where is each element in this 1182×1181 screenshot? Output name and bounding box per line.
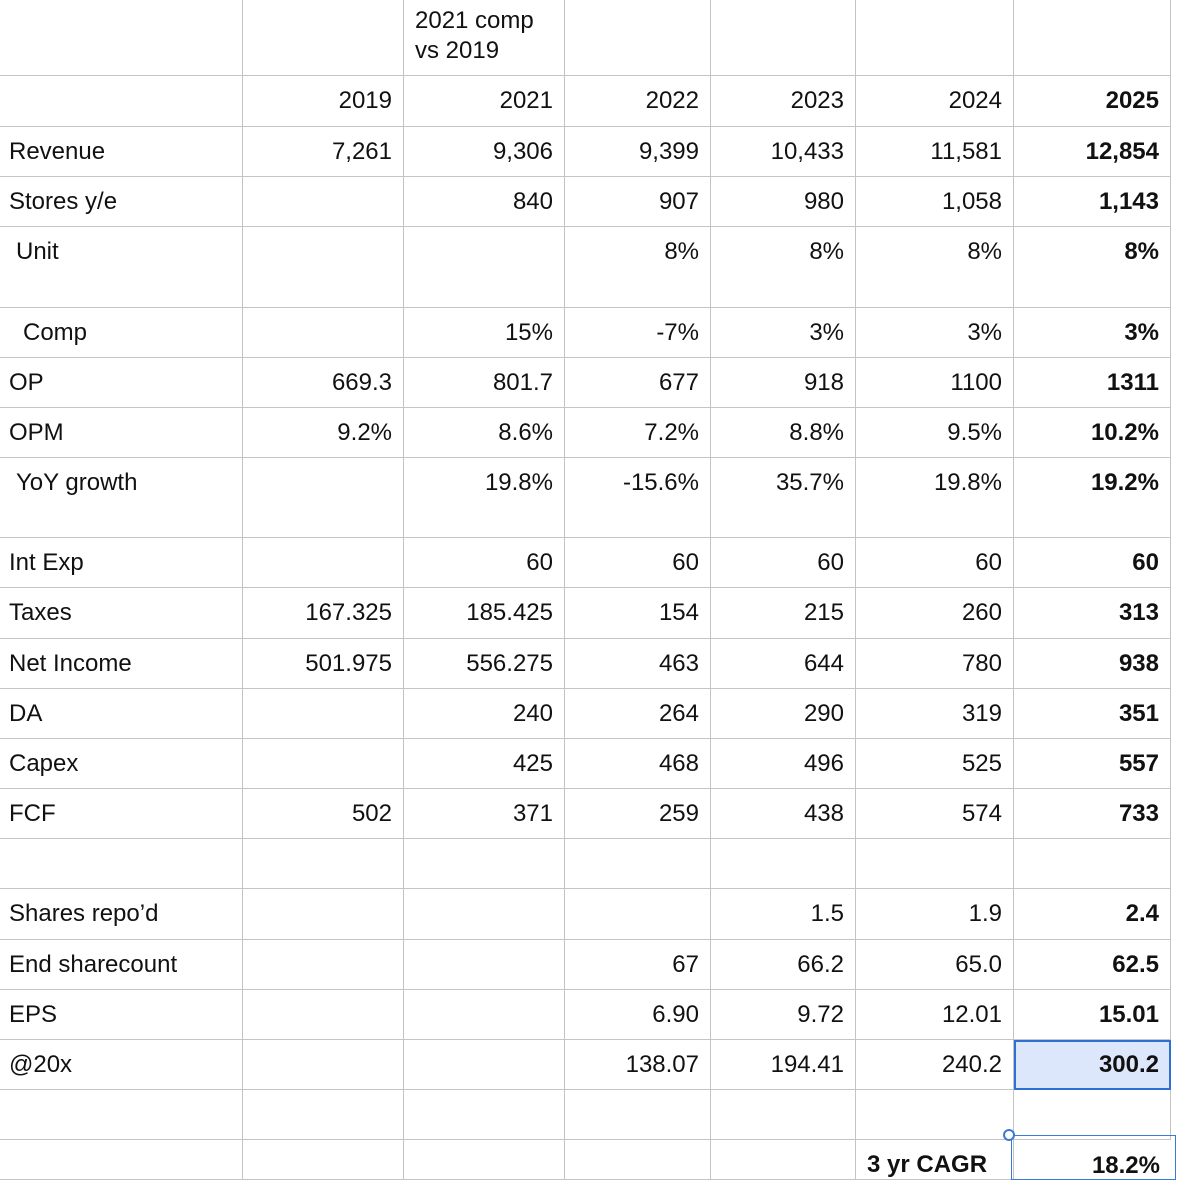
value-cell[interactable]: 60 (856, 538, 1014, 588)
value-cell[interactable]: 371 (404, 789, 565, 839)
row-label[interactable]: Net Income (0, 639, 243, 689)
value-cell[interactable] (243, 990, 404, 1040)
empty-cell[interactable] (404, 1090, 565, 1140)
empty-cell[interactable] (404, 1140, 565, 1180)
value-cell[interactable]: 351 (1014, 689, 1171, 739)
row-label[interactable]: End sharecount (0, 940, 243, 990)
value-cell[interactable]: 677 (565, 358, 711, 408)
value-cell[interactable]: 35.7% (711, 458, 856, 538)
value-cell[interactable]: 9.2% (243, 408, 404, 458)
value-cell[interactable]: 1311 (1014, 358, 1171, 408)
value-cell[interactable]: 10.2% (1014, 408, 1171, 458)
cagr-value-cell[interactable]: 18.2% (1011, 1135, 1176, 1180)
value-cell[interactable] (404, 990, 565, 1040)
value-cell[interactable] (243, 458, 404, 538)
value-cell[interactable]: 194.41 (711, 1040, 856, 1090)
value-cell[interactable]: 574 (856, 789, 1014, 839)
empty-cell[interactable] (404, 839, 565, 889)
value-cell[interactable]: 2.4 (1014, 889, 1171, 940)
empty-cell[interactable] (243, 1140, 404, 1180)
value-cell[interactable]: 9.5% (856, 408, 1014, 458)
value-cell[interactable]: 259 (565, 789, 711, 839)
row-label[interactable]: DA (0, 689, 243, 739)
value-cell[interactable]: 557 (1014, 739, 1171, 789)
value-cell[interactable]: 468 (565, 739, 711, 789)
value-cell[interactable] (243, 308, 404, 358)
value-cell[interactable]: 1,058 (856, 177, 1014, 227)
value-cell[interactable]: 264 (565, 689, 711, 739)
grid-right-edge (1171, 0, 1182, 1140)
row-label[interactable]: Comp (0, 308, 243, 358)
selection-resize-handle[interactable] (1003, 1129, 1015, 1141)
selected-cell[interactable]: 300.2 (1014, 1040, 1171, 1090)
value-cell[interactable]: 8% (711, 227, 856, 308)
value-cell[interactable]: 918 (711, 358, 856, 408)
row-label[interactable]: Int Exp (0, 538, 243, 588)
value-cell[interactable]: 496 (711, 739, 856, 789)
empty-cell[interactable] (856, 839, 1014, 889)
row-label[interactable]: YoY growth (0, 458, 243, 538)
row-label[interactable]: Unit (0, 227, 243, 308)
year-header-2021[interactable]: 2021 (404, 76, 565, 127)
value-cell[interactable]: 260 (856, 588, 1014, 639)
value-cell[interactable]: 62.5 (1014, 940, 1171, 990)
row-label[interactable]: OP (0, 358, 243, 408)
value-cell[interactable]: 19.2% (1014, 458, 1171, 538)
value-cell[interactable]: 240 (404, 689, 565, 739)
row-label[interactable]: FCF (0, 789, 243, 839)
value-cell[interactable]: 1.5 (711, 889, 856, 940)
value-cell[interactable]: 7.2% (565, 408, 711, 458)
row-label[interactable]: EPS (0, 990, 243, 1040)
value-cell[interactable]: 290 (711, 689, 856, 739)
value-cell[interactable]: 60 (1014, 538, 1171, 588)
value-cell[interactable]: 8% (1014, 227, 1171, 308)
value-cell[interactable] (243, 739, 404, 789)
value-cell[interactable]: 66.2 (711, 940, 856, 990)
empty-cell[interactable] (856, 1090, 1014, 1140)
value-cell[interactable]: 185.425 (404, 588, 565, 639)
empty-cell[interactable] (0, 839, 243, 889)
year-header-2025[interactable]: 2025 (1014, 76, 1171, 127)
value-cell[interactable]: 801.7 (404, 358, 565, 408)
value-cell[interactable]: 10,433 (711, 127, 856, 177)
value-cell[interactable]: 6.90 (565, 990, 711, 1040)
row-label[interactable]: Taxes (0, 588, 243, 639)
cagr-label[interactable]: 3 yr CAGR (856, 1140, 1014, 1180)
value-cell[interactable]: -7% (565, 308, 711, 358)
value-cell[interactable] (243, 538, 404, 588)
value-cell[interactable] (243, 940, 404, 990)
empty-cell[interactable] (565, 1140, 711, 1180)
header-cell[interactable] (1014, 0, 1171, 76)
year-header-cell[interactable] (0, 76, 243, 127)
value-cell[interactable]: 154 (565, 588, 711, 639)
year-header-2019[interactable]: 2019 (243, 76, 404, 127)
value-cell[interactable]: 19.8% (404, 458, 565, 538)
value-cell[interactable]: 525 (856, 739, 1014, 789)
empty-cell[interactable] (243, 1090, 404, 1140)
value-cell[interactable] (243, 1040, 404, 1090)
value-cell[interactable]: 3% (1014, 308, 1171, 358)
value-cell[interactable]: 463 (565, 639, 711, 689)
value-cell[interactable]: 840 (404, 177, 565, 227)
value-cell[interactable] (243, 177, 404, 227)
empty-cell[interactable] (1014, 1090, 1171, 1140)
value-cell[interactable]: 167.325 (243, 588, 404, 639)
empty-cell[interactable] (711, 1140, 856, 1180)
value-cell[interactable]: 425 (404, 739, 565, 789)
value-cell[interactable]: 9,306 (404, 127, 565, 177)
value-cell[interactable]: 60 (565, 538, 711, 588)
value-cell[interactable]: 12.01 (856, 990, 1014, 1040)
year-header-2023[interactable]: 2023 (711, 76, 856, 127)
value-cell[interactable]: 11,581 (856, 127, 1014, 177)
value-cell[interactable]: 438 (711, 789, 856, 839)
value-cell[interactable]: 3% (856, 308, 1014, 358)
value-cell[interactable]: 15% (404, 308, 565, 358)
header-cell[interactable] (711, 0, 856, 76)
value-cell[interactable]: 67 (565, 940, 711, 990)
value-cell[interactable]: 65.0 (856, 940, 1014, 990)
value-cell[interactable]: 319 (856, 689, 1014, 739)
value-cell[interactable]: 3% (711, 308, 856, 358)
value-cell[interactable] (404, 940, 565, 990)
value-cell[interactable]: 907 (565, 177, 711, 227)
empty-cell[interactable] (0, 1090, 243, 1140)
value-cell[interactable]: 8% (565, 227, 711, 308)
value-cell[interactable]: 7,261 (243, 127, 404, 177)
value-cell[interactable]: 1.9 (856, 889, 1014, 940)
year-header-2024[interactable]: 2024 (856, 76, 1014, 127)
empty-cell[interactable] (565, 1090, 711, 1140)
row-label[interactable]: Shares repo’d (0, 889, 243, 940)
header-cell[interactable] (856, 0, 1014, 76)
value-cell[interactable] (404, 889, 565, 940)
value-cell[interactable]: 502 (243, 789, 404, 839)
value-cell[interactable]: 15.01 (1014, 990, 1171, 1040)
value-cell[interactable]: 501.975 (243, 639, 404, 689)
year-header-2022[interactable]: 2022 (565, 76, 711, 127)
value-cell[interactable] (404, 1040, 565, 1090)
empty-cell[interactable] (711, 839, 856, 889)
value-cell[interactable]: 9,399 (565, 127, 711, 177)
value-cell[interactable]: 556.275 (404, 639, 565, 689)
value-cell[interactable]: 8.8% (711, 408, 856, 458)
header-cell[interactable] (0, 0, 243, 76)
value-cell[interactable] (404, 227, 565, 308)
value-cell[interactable]: -15.6% (565, 458, 711, 538)
row-label[interactable]: Stores y/e (0, 177, 243, 227)
value-cell[interactable] (243, 689, 404, 739)
header-note-cell[interactable]: 2021 comp vs 2019 (404, 0, 565, 76)
value-cell[interactable]: 669.3 (243, 358, 404, 408)
header-cell[interactable] (565, 0, 711, 76)
empty-cell[interactable] (1014, 839, 1171, 889)
value-cell[interactable]: 60 (711, 538, 856, 588)
value-cell[interactable] (243, 227, 404, 308)
value-cell[interactable]: 644 (711, 639, 856, 689)
value-cell[interactable]: 313 (1014, 588, 1171, 639)
value-cell[interactable]: 12,854 (1014, 127, 1171, 177)
empty-cell[interactable] (243, 839, 404, 889)
empty-cell[interactable] (711, 1090, 856, 1140)
value-cell[interactable]: 733 (1014, 789, 1171, 839)
value-cell[interactable]: 8.6% (404, 408, 565, 458)
value-cell[interactable]: 8% (856, 227, 1014, 308)
value-cell[interactable]: 938 (1014, 639, 1171, 689)
empty-cell[interactable] (565, 839, 711, 889)
value-cell[interactable] (565, 889, 711, 940)
header-cell[interactable] (243, 0, 404, 76)
value-cell[interactable]: 980 (711, 177, 856, 227)
row-label[interactable]: Capex (0, 739, 243, 789)
value-cell[interactable]: 780 (856, 639, 1014, 689)
value-cell[interactable]: 1,143 (1014, 177, 1171, 227)
row-label[interactable]: OPM (0, 408, 243, 458)
value-cell[interactable]: 9.72 (711, 990, 856, 1040)
value-cell[interactable]: 60 (404, 538, 565, 588)
value-cell[interactable]: 215 (711, 588, 856, 639)
row-label[interactable]: Revenue (0, 127, 243, 177)
value-cell[interactable] (243, 889, 404, 940)
empty-cell[interactable] (0, 1140, 243, 1180)
value-cell[interactable]: 240.2 (856, 1040, 1014, 1090)
value-cell[interactable]: 1100 (856, 358, 1014, 408)
value-cell[interactable]: 138.07 (565, 1040, 711, 1090)
value-cell[interactable]: 19.8% (856, 458, 1014, 538)
row-label[interactable]: @20x (0, 1040, 243, 1090)
